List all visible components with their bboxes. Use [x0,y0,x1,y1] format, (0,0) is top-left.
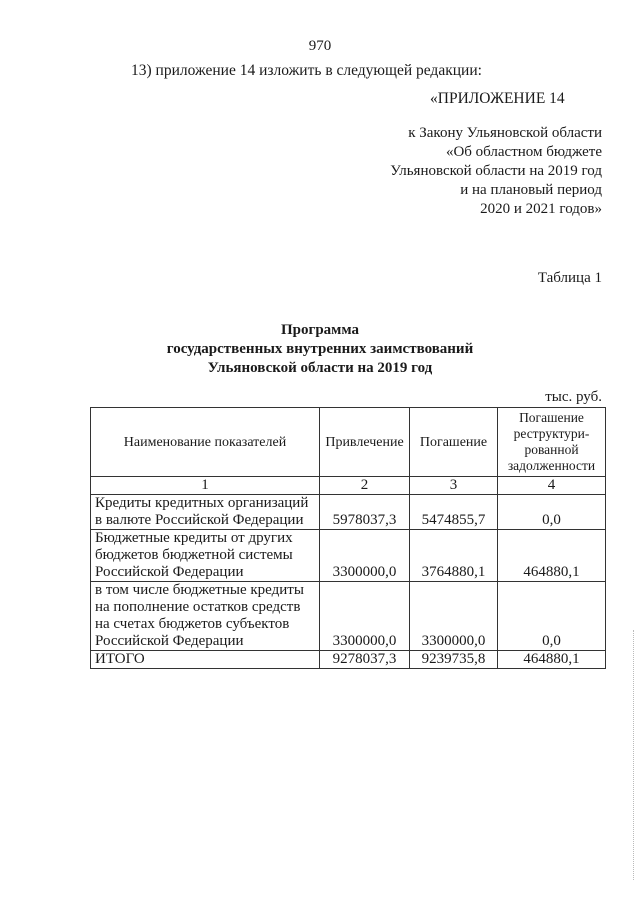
row-value-attraction: 3300000,0 [320,530,410,582]
program-title [0,321,640,378]
header-line: рованной [524,442,579,457]
row-name-line: в валюте Российской Федерации [95,512,304,528]
law-line: «Об областном бюджете [445,144,602,160]
row-name [91,582,320,651]
row-value-repayment: 3300000,0 [410,582,498,651]
column-number: 3 [410,477,498,495]
row-value-restructured: 0,0 [498,582,606,651]
header-name: Наименование показателей [91,408,320,477]
page-number: 970 [308,38,332,54]
law-reference-block [390,124,602,219]
row-name [91,651,320,669]
column-number-row [91,477,606,495]
header-repayment: Погашение [410,408,498,477]
program-title-line: Программа [281,322,359,338]
row-name [91,495,320,530]
table-row [91,582,606,651]
row-name-line: ИТОГО [95,651,145,667]
row-value-repayment: 9239735,8 [410,651,498,669]
program-title-line: Ульяновской области на 2019 год [207,360,433,376]
row-value-restructured: 464880,1 [498,530,606,582]
row-value-restructured: 464880,1 [498,651,606,669]
column-number: 2 [320,477,410,495]
row-value-restructured: 0,0 [498,495,606,530]
row-name-line: Кредиты кредитных организаций [95,495,309,511]
column-number: 4 [498,477,606,495]
row-name-line: в том числе бюджетные кредиты [95,582,304,598]
table-row [91,530,606,582]
table-row [91,495,606,530]
row-name-line: на пополнение остатков средств [95,599,301,615]
law-line: к Закону Ульяновской области [408,125,602,141]
law-line: 2020 и 2021 годов» [480,201,602,217]
borrowing-program-table [90,407,606,669]
header-line: задолженности [507,458,596,473]
row-value-repayment: 5474855,7 [410,495,498,530]
law-line: и на плановый период [460,182,602,198]
row-value-attraction: 5978037,3 [320,495,410,530]
scan-edge-artifact [632,630,634,880]
row-name-line: на счетах бюджетов субъектов [95,616,290,632]
table-row-total [91,651,606,669]
header-restructured-repayment [498,408,606,477]
row-value-attraction: 3300000,0 [320,582,410,651]
table-header-row [91,408,606,477]
units-label: тыс. руб. [545,389,602,405]
row-name-line: Российской Федерации [95,564,244,580]
header-attraction: Привлечение [320,408,410,477]
row-name-line: Бюджетные кредиты от других [95,530,293,546]
program-title-line: государственных внутренних заимствований [166,341,474,357]
row-name-line: Российской Федерации [95,633,244,649]
row-value-repayment: 3764880,1 [410,530,498,582]
column-number: 1 [91,477,320,495]
row-name [91,530,320,582]
header-line: реструктури- [513,426,590,441]
law-line: Ульяновской области на 2019 год [390,163,602,179]
table-label: Таблица 1 [537,270,602,286]
intro-text: 13) приложение 14 изложить в следующей редакции: [131,62,482,79]
row-value-attraction: 9278037,3 [320,651,410,669]
row-name-line: бюджетов бюджетной системы [95,547,293,563]
appendix-title: «ПРИЛОЖЕНИЕ 14 [430,90,565,107]
header-line: Погашение [519,410,584,425]
